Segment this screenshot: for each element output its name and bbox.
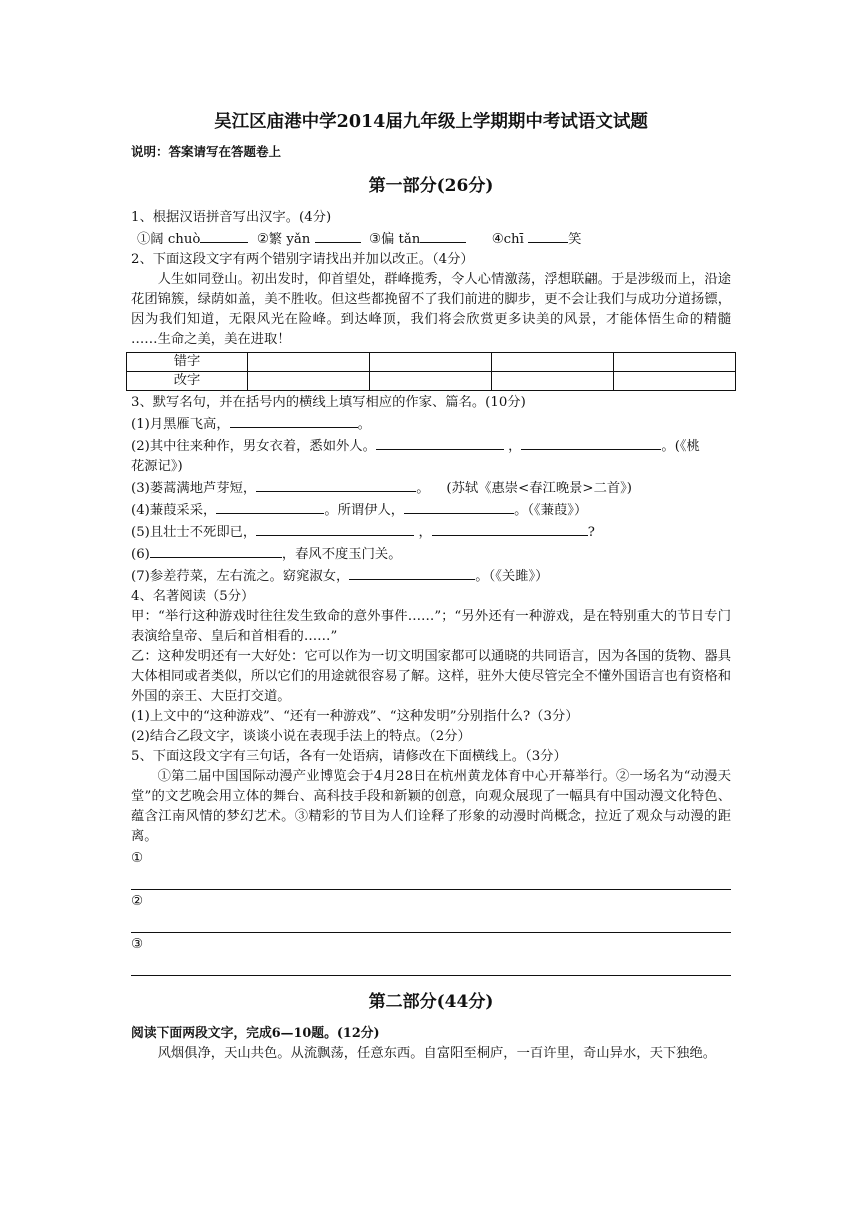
q3-text: 。（《蒹葭》） bbox=[514, 503, 588, 518]
q3-line-3 bbox=[131, 477, 731, 499]
q3-stem: 3、默写名句，并在括号内的横线上填写相应的作家、篇名。(10分) bbox=[131, 395, 526, 410]
answer-mark: ③ bbox=[131, 937, 143, 952]
table-row bbox=[127, 372, 736, 391]
q1-item-3: ③偏 tǎn bbox=[369, 232, 421, 247]
q3-blank[interactable] bbox=[404, 499, 514, 514]
q3-text: ，春风不度玉门关。 bbox=[281, 547, 402, 562]
q3-text: 。(《桃 bbox=[661, 439, 700, 454]
q1-item-1: ①阔 chuò bbox=[137, 232, 201, 247]
correction-table bbox=[126, 352, 736, 391]
q2-stem: 2、下面这段文字有两个错别字请找出并加以改正。（4分） bbox=[131, 252, 474, 267]
q1-blank-4[interactable] bbox=[528, 228, 568, 243]
q3-line-2: (2)其中往来种作，男女衣着，悉如外人。 ， 。(《桃 bbox=[131, 435, 731, 457]
part2-passage: 风烟俱净，天山共色。从流飘荡，任意东西。自富阳至桐庐，一百许里，奇山异水，天下独绝。 bbox=[157, 1046, 717, 1061]
q1-blank-2[interactable] bbox=[315, 228, 361, 243]
table-cell[interactable] bbox=[370, 372, 492, 391]
q1-items bbox=[131, 228, 731, 250]
table-row bbox=[127, 353, 736, 372]
q3-line-4 bbox=[131, 499, 731, 521]
table-cell[interactable] bbox=[492, 372, 614, 391]
table-row-label: 改字 bbox=[127, 372, 248, 391]
q5-passage: ①第二届中国国际动漫产业博览会于4月28日在杭州黄龙体育中心开幕举行。②一场名为“动漫天堂”的文艺晚会用立体的舞台、高科技手段和新颖的创意，向观众展现了一幅具有中国动漫文化特色、蕴含江南风情的梦幻艺术。③精彩的节目为人们诠释了形象的动漫时尚概念，拉近了观众与动漫的距离。 bbox=[131, 769, 731, 844]
q3-blank[interactable] bbox=[256, 477, 416, 492]
q3-blank[interactable] bbox=[150, 543, 282, 558]
q3-blank[interactable] bbox=[230, 413, 358, 428]
instruction-note: 说明：答案请写在答题卷上 bbox=[131, 144, 282, 159]
exam-page bbox=[131, 110, 731, 1064]
q3-text: (5)且壮士不死即已， bbox=[131, 525, 257, 540]
table-row-label: 错字 bbox=[127, 353, 248, 372]
table-cell[interactable] bbox=[492, 353, 614, 372]
q3-text: (4)蒹葭采采， bbox=[131, 503, 217, 518]
q3-text: (6) bbox=[131, 547, 150, 562]
q3-text: 。 (苏轼《惠崇<春江晚景>二首》) bbox=[416, 481, 632, 496]
q3-blank[interactable] bbox=[376, 435, 504, 450]
q1-item-4-suffix: 笑 bbox=[568, 232, 582, 247]
q3-line-6 bbox=[131, 543, 731, 565]
q3-line-5: (5)且壮士不死即已， ， ? bbox=[131, 521, 731, 543]
q3-blank[interactable] bbox=[349, 565, 475, 580]
q3-line-7 bbox=[131, 565, 731, 587]
q1-item-2: ②繁 yǎn bbox=[256, 232, 311, 247]
q3-line-1: (1)月黑雁飞高， 。 bbox=[131, 413, 731, 435]
table-cell[interactable] bbox=[614, 372, 736, 391]
part1-heading: 第一部分(26分) bbox=[368, 176, 494, 196]
q3-line-2b: 花源记》) bbox=[131, 459, 183, 474]
q3-blank[interactable] bbox=[256, 521, 414, 536]
q4-passage-yi: 乙：这种发明还有一大好处：它可以作为一切文明国家都可以通晓的共同语言，因为各国的货物、器具大体相同或者类似，所以它们的用途就很容易了解。这样，驻外大使尽管完全不懂外国语言也有资格和外国的亲王、大臣打交道。 bbox=[131, 649, 731, 704]
answer-mark: ② bbox=[131, 894, 143, 909]
q1-blank-1[interactable] bbox=[200, 228, 248, 243]
q4-stem: 4、名著阅读（5分） bbox=[131, 589, 255, 604]
q4-sub-1: (1)上文中的“这种游戏”、“还有一种游戏”、“这种发明”分别指什么?（3分） bbox=[131, 709, 579, 724]
part2-heading: 第二部分(44分) bbox=[368, 992, 494, 1012]
q1-stem: 1、根据汉语拼音写出汉字。(4分) bbox=[131, 210, 332, 225]
q1-blank-3[interactable] bbox=[420, 228, 466, 243]
q3-text: (7)参差荇菜，左右流之。窈窕淑女， bbox=[131, 569, 350, 584]
q1-item-4: ④chī bbox=[491, 232, 524, 247]
table-cell[interactable] bbox=[370, 353, 492, 372]
q3-text: (3)蒌蒿满地芦芽短， bbox=[131, 481, 257, 496]
table-cell[interactable] bbox=[248, 353, 370, 372]
answer-line-3[interactable] bbox=[131, 955, 731, 976]
answer-line-1[interactable] bbox=[131, 869, 731, 890]
q5-stem: 5、下面这段文字有三句话，各有一处语病，请修改在下面横线上。（3分） bbox=[131, 749, 567, 764]
q3-blank[interactable] bbox=[432, 521, 588, 536]
q3-text: 。（《关雎》） bbox=[475, 569, 549, 584]
part2-instruction: 阅读下面两段文字，完成6—10题。(12分) bbox=[131, 1026, 380, 1041]
table-cell[interactable] bbox=[248, 372, 370, 391]
q3-text: (2)其中往来种作，男女衣着，悉如外人。 bbox=[131, 439, 376, 454]
q4-passage-jia: 甲：“举行这种游戏时往往发生致命的意外事件……”；“另外还有一种游戏，是在特别重大的节日专门表演给皇帝、皇后和首相看的……” bbox=[131, 609, 731, 644]
q3-blank[interactable] bbox=[216, 499, 324, 514]
answer-line-2[interactable] bbox=[131, 912, 731, 933]
answer-mark: ① bbox=[131, 851, 143, 866]
table-cell[interactable] bbox=[614, 353, 736, 372]
q3-text: (1)月黑雁飞高， bbox=[131, 417, 230, 432]
q3-text: 。所谓伊人， bbox=[324, 503, 405, 518]
q3-blank[interactable] bbox=[521, 435, 661, 450]
exam-title: 吴江区庙港中学2014届九年级上学期期中考试语文试题 bbox=[214, 112, 648, 132]
q4-sub-2: (2)结合乙段文字，谈谈小说在表现手法上的特点。（2分） bbox=[131, 729, 471, 744]
q2-passage: 人生如同登山。初出发时，仰首望处，群峰揽秀，令人心情激荡，浮想联翩。于是涉级而上，沿途花团锦簇，绿荫如盖，美不胜收。但这些都挽留不了我们前进的脚步，更不会让我们与成功分道扬镖，因为我们知道，无限风光在险峰。到达峰顶，我们将会欣赏更多诀美的风景，才能体悟生命的精髓 ……生命之美，美在进取！ bbox=[131, 272, 731, 347]
